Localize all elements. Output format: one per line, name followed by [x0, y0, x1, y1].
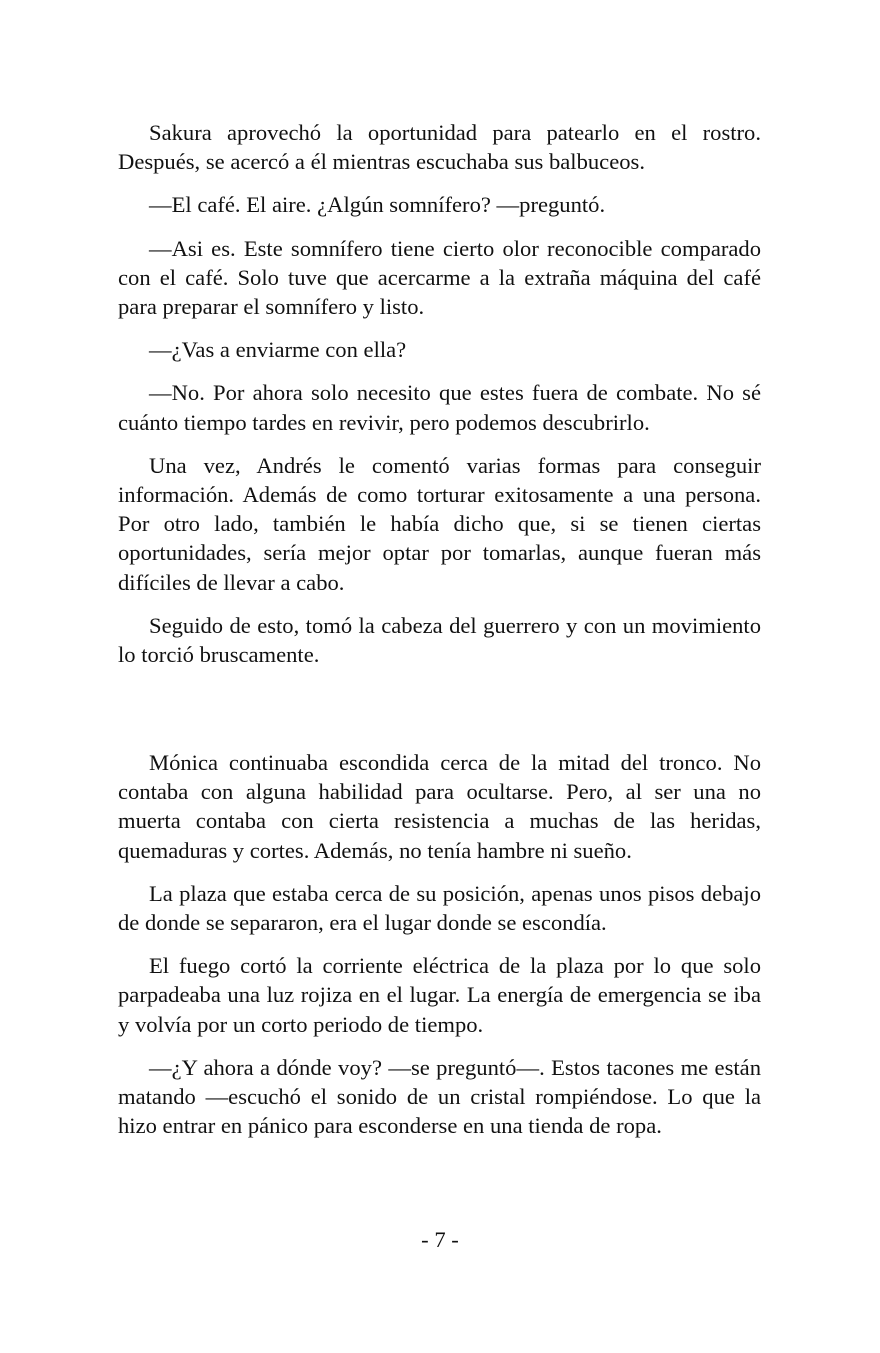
paragraph: —¿Y ahora a dónde voy? —se preguntó—. Estos tacones me están matando —escuchó el sonido de un cristal rompiéndose. Lo que la hizo entrar en pánico para esconderse en una tienda de ropa. [118, 1054, 761, 1139]
paragraph: —Asi es. Este somnífero tiene cierto olor reconocible comparado con el café. Solo tuve que acercarme a la extraña máquina del café para preparar el somnífero y listo. [118, 235, 761, 320]
text-section-2 [118, 748, 761, 1154]
paragraph: —El café. El aire. ¿Algún somnífero? —preguntó. [149, 192, 606, 218]
paragraph: —¿Vas a enviarme con ella? [149, 337, 407, 363]
paragraph: Sakura aprovechó la oportunidad para patearlo en el rostro. Después, se acercó a él mientras escuchaba sus balbuceos. [118, 120, 761, 175]
paragraph: Mónica continuaba escondida cerca de la mitad del tronco. No contaba con alguna habilidad para ocultarse. Pero, al ser una no muerta contaba con cierta resistencia a muchas de las heridas, quemaduras y cortes. Además, no tenía hambre ni sueño. [118, 750, 761, 863]
paragraph: El fuego cortó la corriente eléctrica de la plaza por lo que solo parpadeaba una luz rojiza en el lugar. La energía de emergencia se iba y volvía por un corto periodo de tiempo. [118, 953, 761, 1037]
text-section-1 [118, 118, 761, 683]
paragraph: La plaza que estaba cerca de su posición, apenas unos pisos debajo de donde se separaron, era el lugar donde se escondía. [118, 880, 761, 936]
paragraph: —No. Por ahora solo necesito que estes fuera de combate. No sé cuánto tiempo tardes en revivir, pero podemos descubrirlo. [118, 380, 761, 435]
paragraph: Una vez, Andrés le comentó varias formas para conseguir información. Además de como torturar exitosamente a una persona. Por otro lado, también le había dicho que, si se tienen ciertas oportunidades, sería mejor optar por tomarlas, aunque fueran más difíciles de llevar a cabo. [118, 452, 761, 595]
page-number: - 7 - [421, 1227, 459, 1252]
paragraph: Seguido de esto, tomó la cabeza del guerrero y con un movimiento lo torció bruscamente. [118, 612, 761, 668]
